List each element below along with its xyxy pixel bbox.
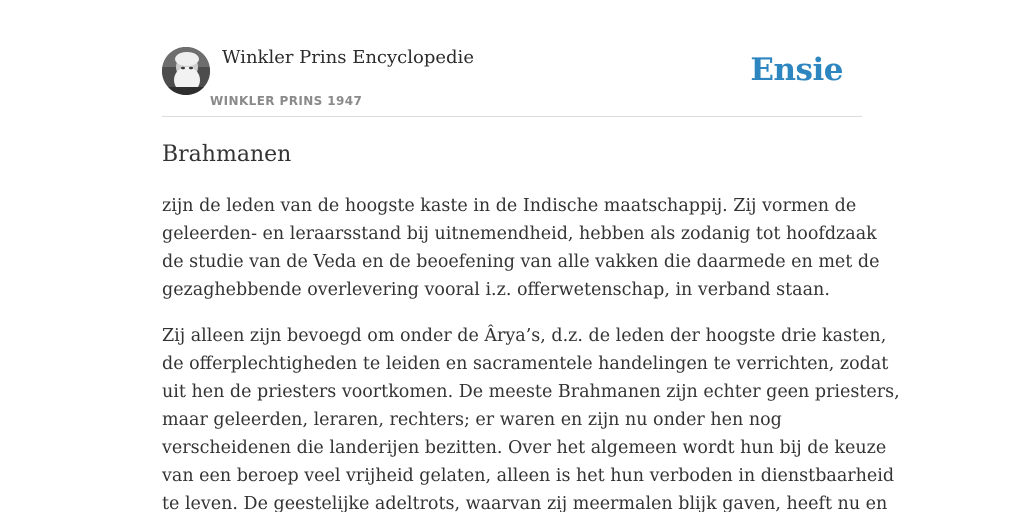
paragraph-line: maar geleerden, leraren, rechters; er waren en zijn nu onder hen nog <box>162 410 782 430</box>
header <box>162 46 862 117</box>
paragraph-line: de offerplechtigheden te leiden en sacramentele handelingen te verrichten, zodat <box>162 354 889 374</box>
source-subtitle[interactable]: WINKLER PRINS 1947 <box>210 94 363 108</box>
article-title: Brahmanen <box>162 142 292 167</box>
bearded-man-portrait-icon <box>162 47 210 95</box>
paragraph-line: de studie van de Veda en de beoefening van alle vakken die daarmede en met de <box>162 252 880 272</box>
source-name[interactable]: Winkler Prins Encyclopedie <box>222 47 474 68</box>
paragraph-line: gezaghebbende overlevering vooral i.z. offerwetenschap, in verband staan. <box>162 280 830 300</box>
article-body <box>162 192 900 512</box>
paragraph-line: van een beroep veel vrijheid gelaten, alleen is het hun verboden in dienstbaarheid <box>162 466 895 486</box>
article-paragraph <box>162 192 880 304</box>
paragraph-line: te leven. De geestelijke adeltrots, waarvan zij meermalen blijk gaven, heeft nu en <box>162 494 888 512</box>
brand-logo[interactable]: Ensie <box>750 52 843 88</box>
paragraph-line: geleerden- en leraarsstand bij uitnemendheid, hebben als zodanig tot hoofdzaak <box>162 224 877 244</box>
paragraph-line: verscheidenen die landerijen bezitten. Over het algemeen wordt hun bij de keuze <box>162 438 887 458</box>
paragraph-line: Zij alleen zijn bevoegd om onder de Ârya’s, d.z. de leden der hoogste drie kasten, <box>162 326 887 346</box>
avatar[interactable] <box>162 47 210 95</box>
article-paragraph <box>162 322 900 512</box>
paragraph-line: uit hen de priesters voortkomen. De meeste Brahmanen zijn echter geen priesters, <box>162 382 900 402</box>
paragraph-line: zijn de leden van de hoogste kaste in de Indische maatschappij. Zij vormen de <box>162 196 857 216</box>
